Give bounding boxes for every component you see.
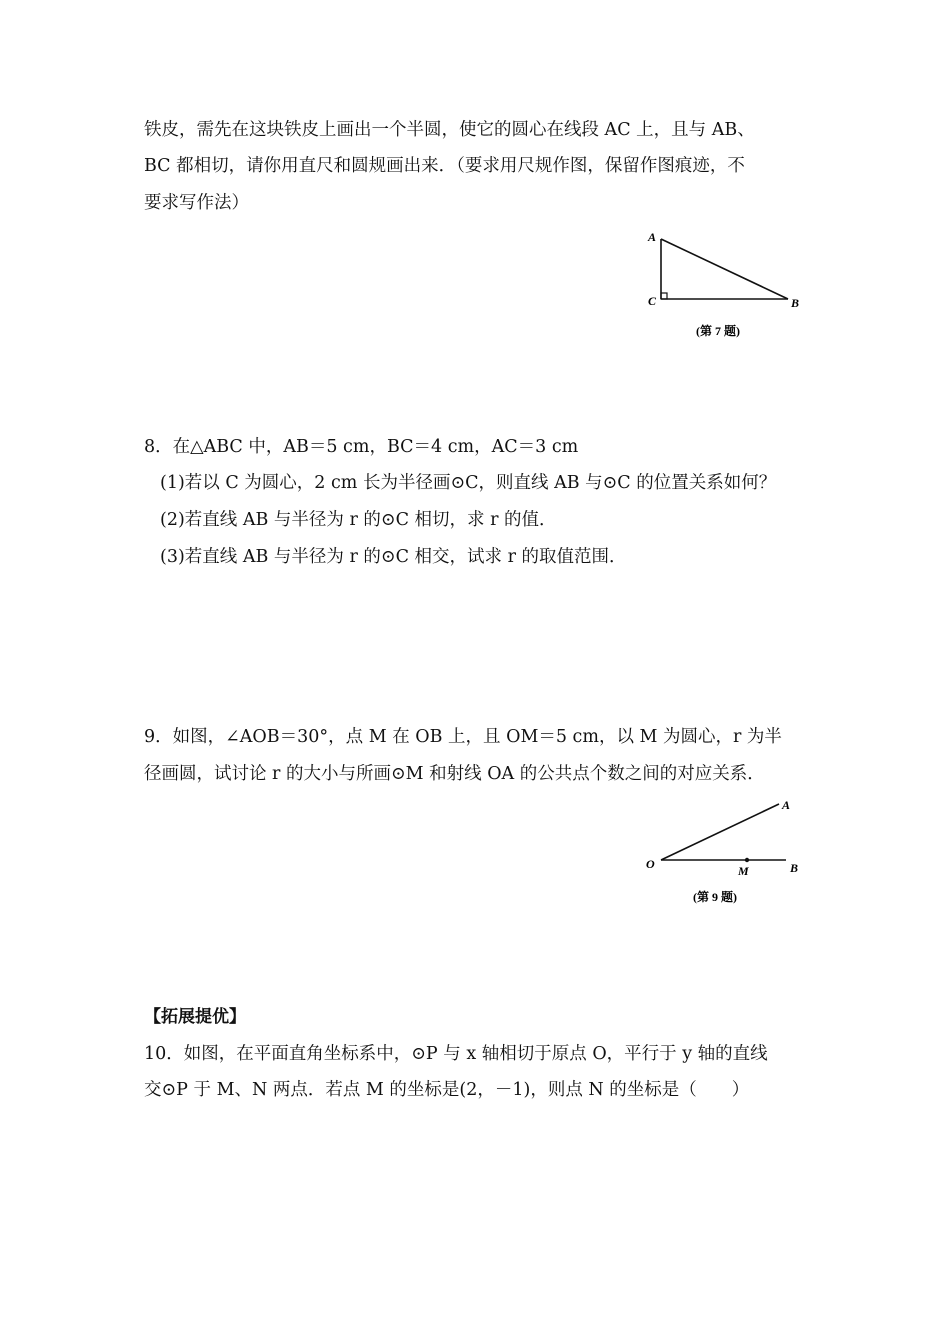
q7-label-b: B: [791, 296, 800, 310]
q7-right-angle-mark: [661, 293, 667, 299]
q8-stem: 8．在△ABC 中，AB＝5 cm，BC＝4 cm，AC＝3 cm: [144, 437, 579, 457]
q8-part-1: (1)若以 C 为圆心，2 cm 长为半径画⊙C，则直线 AB 与⊙C 的位置关系如何？: [160, 473, 777, 493]
q9-text-line-1: 9．如图，∠AOB＝30°，点 M 在 OB 上，且 OM＝5 cm，以 M 为圆心，r 为半: [144, 727, 782, 747]
q9-label-b: B: [790, 861, 799, 875]
q8-part-2: (2)若直线 AB 与半径为 r 的⊙C 相切，求 r 的值．: [160, 510, 557, 530]
q10-text-line-2: 交⊙P 于 M、N 两点．若点 M 的坐标是(2，－1)，则点 N 的坐标是（ ）: [144, 1080, 750, 1100]
q9-angle-figure: [640, 795, 820, 910]
q7-text-line-1: 铁皮，需先在这块铁皮上画出一个半圆，使它的圆心在线段 AC 上，且与 AB、: [144, 120, 755, 140]
q9-text-line-2: 径画圆，试讨论 r 的大小与所画⊙M 和射线 OA 的公共点个数之间的对应关系．: [144, 764, 765, 784]
q9-label-a: A: [782, 798, 791, 812]
q7-side-ab: [661, 239, 788, 299]
q9-label-m: M: [738, 864, 749, 878]
q9-point-m: [745, 858, 749, 862]
q10-text-line-1: 10．如图，在平面直角坐标系中，⊙P 与 x 轴相切于原点 O，平行于 y 轴的直线: [144, 1044, 768, 1064]
q9-label-o: O: [646, 857, 655, 871]
q7-label-a: A: [648, 230, 657, 244]
q8-part-3: (3)若直线 AB 与半径为 r 的⊙C 相交，试求 r 的取值范围．: [160, 547, 627, 567]
q7-figure-caption: (第 7 题): [696, 324, 740, 338]
q7-text-line-2: BC 都相切，请你用直尺和圆规画出来．（要求用尺规作图，保留作图痕迹，不: [144, 156, 745, 176]
q7-label-c: C: [648, 294, 657, 308]
q7-text-line-3: 要求写作法）: [144, 193, 249, 213]
q7-triangle-figure: [640, 225, 820, 345]
q9-ray-oa: [661, 804, 779, 860]
q9-figure-caption: (第 9 题): [693, 890, 737, 904]
section-heading: 【拓展提优】: [144, 1007, 246, 1027]
